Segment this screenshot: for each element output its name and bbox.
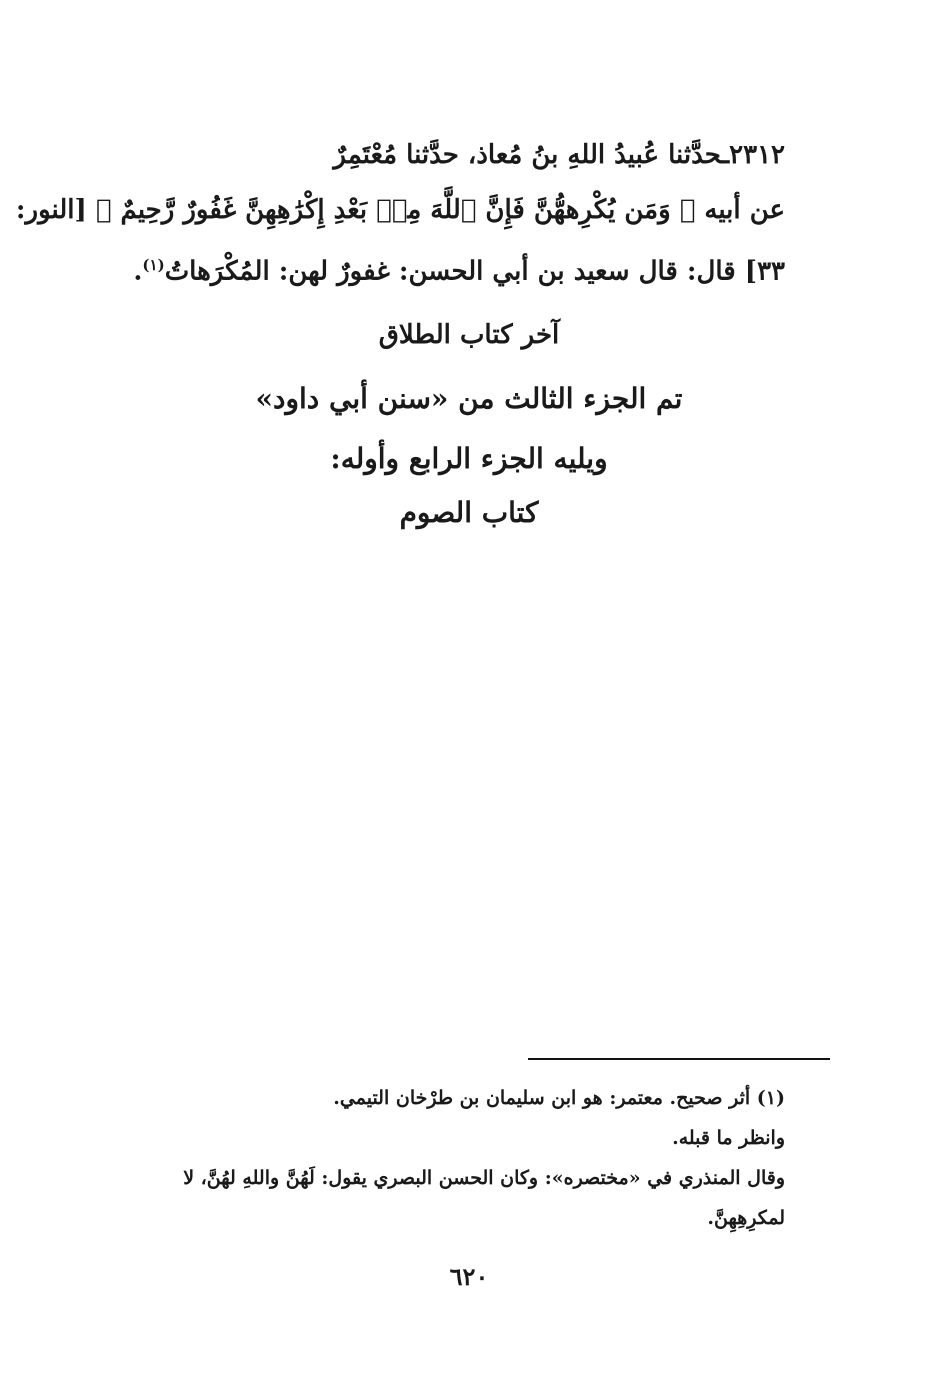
book-end-heading: آخر كتاب الطلاق (378, 320, 560, 350)
hadith-matn: ٣٣] قال: قال سعيد بن أبي الحسن: غفورٌ لهن: المُكْرَهاتُ (164, 256, 785, 287)
next-volume-heading: ويليه الجزء الرابع وأوله: (330, 442, 608, 475)
quran-verse: ﴿ وَمَن يُكْرِههُّنَّ فَإِنَّ ٱللَّهَ مِنۢ بَعْدِ إِكْرَٰهِهِنَّ غَفُورٌ رَّحِيمٌ ﴾ (95, 195, 696, 225)
hadith-line-3 (115, 238, 785, 300)
quran-reference: [النور: (15, 195, 87, 225)
hadith-end: . (133, 256, 143, 287)
hadith-isnad: حدَّثنا عُبيدُ اللهِ بنُ مُعاذ، حدَّثنا مُعْتَمِرٌ (333, 140, 722, 170)
footnote-line-4: لمكرِهِهِنَّ. (707, 1207, 785, 1229)
next-book-heading: كتاب الصوم (399, 496, 539, 529)
hadith-line-1 (115, 128, 785, 183)
footnote-divider (528, 1058, 830, 1060)
footnote-line-3: وقال المنذري في «مختصره»: وكان الحسن البصري يقول: لَهُنَّ واللهِ لهُنَّ، لا (183, 1167, 785, 1189)
footnotes (115, 1078, 785, 1238)
footnote-line-1: (١) أثر صحيح. معتمر: هو ابن سليمان بن طرْخان التيمي. (333, 1087, 785, 1109)
hadith-number: ٢٣١٢ـ (721, 140, 785, 170)
hadith-paragraph (15, 128, 785, 300)
footnote-line-2: وانظر ما قبله. (672, 1127, 785, 1149)
page-number: ٦٢٠ (449, 1262, 489, 1291)
hadith-line-2 (15, 183, 785, 238)
volume-done-heading: تم الجزء الثالث من «سنن أبي داود» (255, 382, 683, 415)
hadith-prefix: عن أبيه (704, 195, 785, 225)
footnote-marker: (١) (142, 256, 165, 274)
